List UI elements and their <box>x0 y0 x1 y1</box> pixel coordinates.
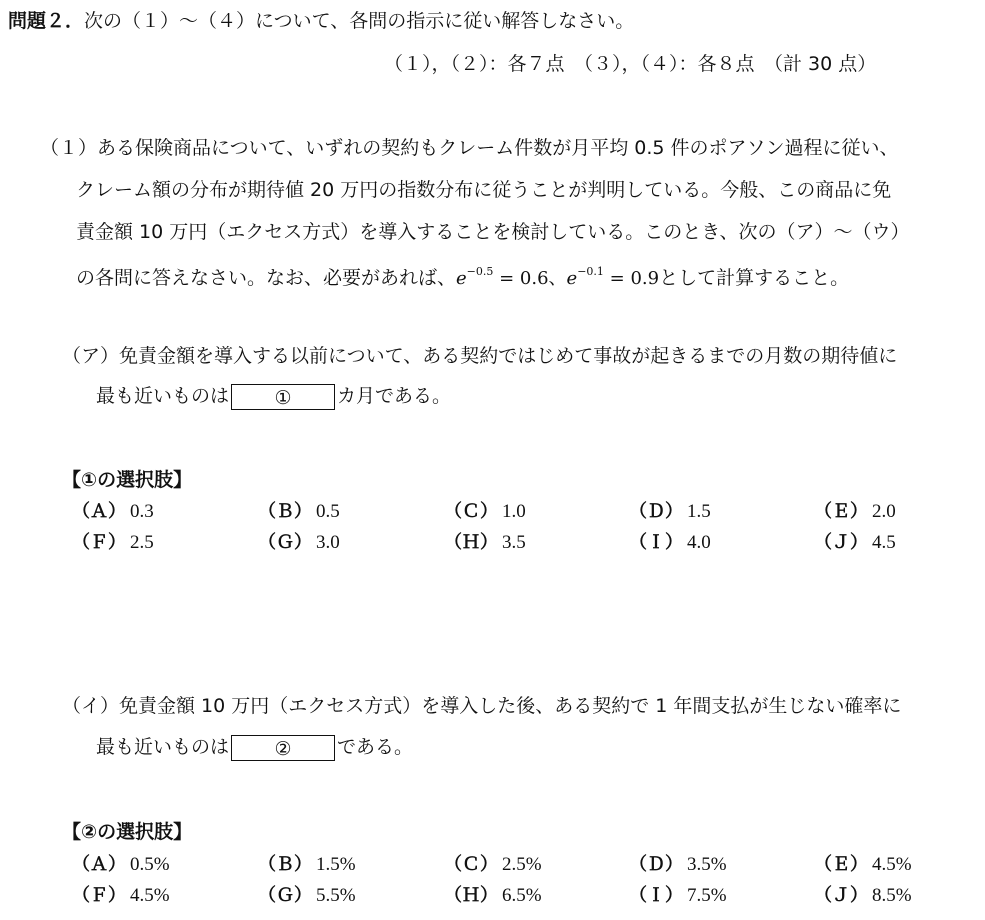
choice-option[interactable] <box>258 883 356 909</box>
scoring-line: （１），（２）：各７点 （３），（４）：各８点 （計 30 点） <box>384 53 877 75</box>
choices-title-1: 【①の選択肢】 <box>62 469 193 491</box>
choice-label: （Ｊ） <box>814 532 868 553</box>
sub-a-line2-pre: 最も近いものは <box>96 385 230 407</box>
choice-value: 4.5% <box>872 854 912 875</box>
sub-a-line2-post: カ月である。 <box>337 385 452 407</box>
choice-label: （Ｅ） <box>814 501 868 522</box>
sub-a-line2 <box>96 382 451 410</box>
choice-value: 0.3 <box>130 501 154 522</box>
part1-line3: 責金額 10 万円（エクセス方式）を導入することを検討している。このとき、次の（ア）～（ウ） <box>76 221 910 243</box>
choice-value: 0.5% <box>130 854 170 875</box>
part1-line1 <box>40 134 899 162</box>
choice-option[interactable] <box>444 883 542 909</box>
choice-option[interactable] <box>444 852 542 878</box>
choice-option[interactable] <box>814 852 912 878</box>
choice-value: 3.5% <box>687 854 727 875</box>
choice-value: 2.5% <box>502 854 542 875</box>
choice-value: 4.5 <box>872 532 896 553</box>
choice-label: （Ａ） <box>72 854 126 875</box>
choice-label: （Ｈ） <box>444 532 498 553</box>
choice-value: 7.5% <box>687 885 727 906</box>
choice-option[interactable] <box>814 499 896 525</box>
choice-label: （Ｊ） <box>814 885 868 906</box>
choice-label: （Ｄ） <box>629 501 683 522</box>
choices-title-2: 【②の選択肢】 <box>62 821 193 843</box>
choice-option[interactable] <box>258 499 340 525</box>
choice-option[interactable] <box>72 499 154 525</box>
choice-option[interactable] <box>629 499 711 525</box>
choice-option[interactable] <box>444 530 526 556</box>
choice-label: （Ｂ） <box>258 854 312 875</box>
choice-label: （Ｆ） <box>72 532 126 553</box>
choice-option[interactable] <box>629 530 711 556</box>
choice-option[interactable] <box>814 883 912 909</box>
choice-label: （Ｉ） <box>629 532 683 553</box>
part1-text-line1: ある保険商品について、いずれの契約もクレーム件数が月平均 0.5 件のポアソン過程に従い、 <box>97 137 899 159</box>
part1-line4-pre: の各問に答えなさい。なお、必要があれば、 <box>76 267 457 289</box>
sub-a-line1: （ア）免責金額を導入する以前について、ある契約ではじめて事故が起きるまでの月数の期待値に <box>62 345 898 367</box>
choice-option[interactable] <box>258 852 356 878</box>
choice-option[interactable] <box>258 530 340 556</box>
choice-value: 1.5% <box>316 854 356 875</box>
choice-value: 3.0 <box>316 532 340 553</box>
math-e-0.1: $e^{-0.1} = 0.9$ <box>566 265 660 289</box>
part1-line4 <box>76 260 849 293</box>
choice-option[interactable] <box>444 499 526 525</box>
choice-label: （Ｂ） <box>258 501 312 522</box>
choice-value: 2.0 <box>872 501 896 522</box>
choice-value: 1.5 <box>687 501 711 522</box>
choice-label: （Ｇ） <box>258 885 312 906</box>
choice-value: 1.0 <box>502 501 526 522</box>
choice-value: 0.5 <box>316 501 340 522</box>
choice-label: （Ｃ） <box>444 501 498 522</box>
math-e-0.5: $e^{-0.5} = 0.6$、 <box>456 265 567 289</box>
choice-option[interactable] <box>72 852 170 878</box>
choice-value: 4.0 <box>687 532 711 553</box>
problem-number: 問題２． <box>8 10 85 32</box>
choice-option[interactable] <box>72 883 170 909</box>
choice-option[interactable] <box>72 530 154 556</box>
choice-option[interactable] <box>629 883 727 909</box>
part1-line2: クレーム額の分布が期待値 20 万円の指数分布に従うことが判明している。今般、この商品に免 <box>76 179 892 201</box>
choice-value: 2.5 <box>130 532 154 553</box>
choice-label: （Ｃ） <box>444 854 498 875</box>
sub-b-line2-pre: 最も近いものは <box>96 736 230 758</box>
choice-value: 5.5% <box>316 885 356 906</box>
choice-label: （Ｇ） <box>258 532 312 553</box>
choice-value: 8.5% <box>872 885 912 906</box>
problem-heading <box>8 7 634 35</box>
sub-b-line2 <box>96 733 413 761</box>
part1-label: （１） <box>40 137 98 159</box>
problem-instruction: 次の（１）～（４）について、各問の指示に従い解答しなさい。 <box>84 10 635 32</box>
answer-box-2[interactable]: ② <box>231 735 335 761</box>
choice-label: （Ｈ） <box>444 885 498 906</box>
choice-value: 6.5% <box>502 885 542 906</box>
sub-b-line1: （イ）免責金額 10 万円（エクセス方式）を導入した後、ある契約で 1 年間支払が生じない確率に <box>62 695 902 717</box>
choice-value: 3.5 <box>502 532 526 553</box>
choice-label: （Ａ） <box>72 501 126 522</box>
choice-label: （Ｆ） <box>72 885 126 906</box>
choice-value: 4.5% <box>130 885 170 906</box>
choice-label: （Ｅ） <box>814 854 868 875</box>
choice-option[interactable] <box>814 530 896 556</box>
choice-label: （Ｄ） <box>629 854 683 875</box>
sub-b-line2-post: である。 <box>337 736 414 758</box>
choice-label: （Ｉ） <box>629 885 683 906</box>
choice-option[interactable] <box>629 852 727 878</box>
answer-box-1[interactable]: ① <box>231 384 335 410</box>
part1-line4-post: として計算すること。 <box>659 267 850 289</box>
